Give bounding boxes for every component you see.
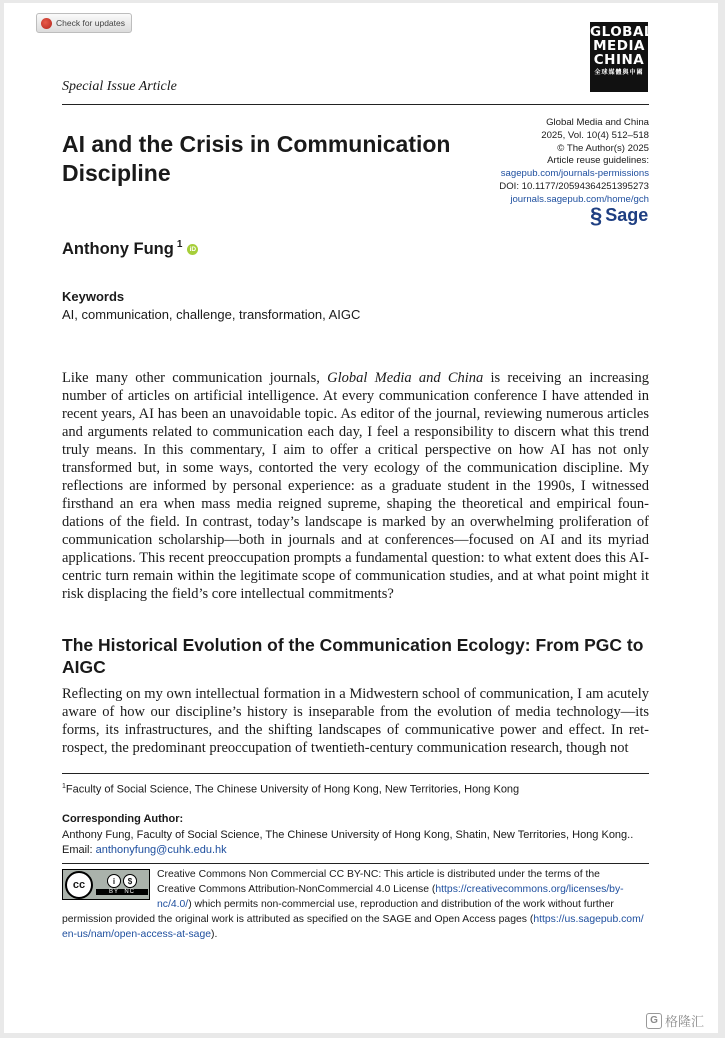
license-line-3-text: ) which permits non-commercial use, reproduction and distribution of the work without further bbox=[188, 899, 614, 910]
publisher-logo bbox=[590, 202, 649, 228]
license-line-1: Creative Commons Non Commercial CC BY-NC: This article is distributed under the terms of the bbox=[157, 869, 600, 880]
attribution-icon: i bbox=[107, 874, 121, 888]
orcid-icon[interactable]: iD bbox=[187, 244, 198, 255]
open-access-url-part-2[interactable]: en-us/nam/open-access-at-sage bbox=[62, 929, 212, 940]
license-line-2 bbox=[62, 882, 650, 897]
email-label: Email: bbox=[62, 844, 96, 856]
article-title: AI and the Crisis in Communication Discipline bbox=[62, 131, 451, 186]
email-link[interactable]: anthonyfung@cuhk.edu.hk bbox=[95, 844, 227, 856]
reuse-label: Article reuse guidelines: bbox=[547, 155, 649, 167]
p1-text-rest: is receiving an increasing number of articles on artificial intelligence. At every communication conference I have attended in recent years, AI has been an unavoidable topic. As editor of the journal, reviewing numerous articles and arguments related to communication each day, I feel a responsibility to discern what this trend truly means. In this commentary, I aim to offer a critical perspective on how AI has not only transformed but, in some ways, contorted the very ecology of the communication discipline. My reflections are informed by personal experience: as a graduate student in the 1990s, I witnessed firsthand an era when mass media reigned supreme, shaping the theoretical and empirical foundations of the field. In contrast, today’s landscape is marked by an overwhelming proliferation of communication scholarship—both in journals and at conferences—focused on AI and its myriad applications. This recent preoccupation prompts a fundamental question: to what extent does this AI-centric turn remain within the legitimate scope of communication studies, and at what point might it risk displacing the field’s core intellectual commitments? bbox=[62, 370, 649, 602]
cc-by-label: BY bbox=[108, 889, 119, 895]
affiliation-note bbox=[62, 783, 519, 796]
doi: DOI: 10.1177/20594364251395273 bbox=[499, 180, 649, 192]
noncommercial-icon: $ bbox=[123, 874, 137, 888]
watermark bbox=[646, 1011, 704, 1030]
reuse-link[interactable]: sagepub.com/journals-permissions bbox=[500, 168, 649, 180]
body-paragraph-2: Reflecting on my own intellectual formation in a Midwestern school of communication, I am acutely aware of how our discipline’s history is inseparable from the evolution of media technology—its forms, its infrastructures, and the shifting landscapes of communicative power and effect. In retrospect, the predominant preoccupation of twentieth-century communication research, though not bbox=[62, 686, 649, 756]
journal-logo-chinese: 全球媒體與中國 bbox=[594, 69, 644, 76]
journal-metadata bbox=[449, 117, 649, 207]
journal-logo-line-2: MEDIA bbox=[593, 38, 645, 54]
affiliation-mark: 1 bbox=[62, 783, 66, 790]
body-paragraph-1 bbox=[62, 369, 649, 603]
affiliation-text: Faculty of Social Science, The Chinese University of Hong Kong, New Territories, Hong Kong bbox=[65, 783, 520, 796]
license-line-3 bbox=[62, 897, 650, 912]
check-for-updates-label: Check for updates bbox=[56, 18, 125, 28]
journal-logo bbox=[590, 22, 654, 92]
watermark-text: 格隆汇 bbox=[665, 1014, 705, 1029]
volume-info: 2025, Vol. 10(4) 512–518 bbox=[541, 129, 649, 141]
header-divider bbox=[62, 104, 649, 105]
license-url-part-2[interactable]: nc/4.0/ bbox=[157, 899, 189, 910]
license-statement bbox=[62, 867, 650, 942]
journal-name: Global Media and China bbox=[546, 117, 649, 128]
email-line bbox=[62, 843, 633, 858]
author-affil-mark: 1 bbox=[176, 239, 183, 250]
corresponding-author-info bbox=[62, 828, 633, 858]
license-line-5-text: ). bbox=[211, 929, 218, 940]
corresponding-author-heading: Corresponding Author: bbox=[62, 813, 184, 825]
keywords-heading: Keywords bbox=[62, 289, 125, 304]
open-access-url-part-1[interactable]: https://us.sagepub.com/ bbox=[533, 914, 644, 925]
keywords-list: AI, communication, challenge, transformation, AIGC bbox=[62, 307, 361, 322]
license-divider bbox=[62, 863, 649, 864]
cc-nc-label: NC bbox=[124, 889, 136, 895]
sage-s-icon: § bbox=[590, 202, 603, 228]
author-line bbox=[62, 240, 198, 259]
watermark-logo-icon: G bbox=[646, 1013, 662, 1029]
license-url-part-1[interactable]: https://creativecommons.org/licenses/by- bbox=[435, 884, 624, 895]
journal-logo-line-1: GLOBAL bbox=[590, 24, 654, 40]
footnote-divider bbox=[62, 773, 649, 774]
article-type: Special Issue Article bbox=[62, 79, 177, 94]
journal-homepage-link[interactable]: journals.sagepub.com/home/gch bbox=[510, 193, 649, 205]
license-line-2-text: Creative Commons Attribution-NonCommercial 4.0 License ( bbox=[157, 884, 436, 895]
publisher-name: Sage bbox=[605, 205, 649, 225]
copyright: © The Author(s) 2025 bbox=[557, 142, 649, 154]
p1-journal-name: Global Media and China bbox=[327, 370, 484, 386]
cc-icon: cc bbox=[65, 871, 93, 899]
journal-logo-line-3: CHINA bbox=[593, 52, 645, 68]
crossmark-icon bbox=[41, 18, 52, 29]
p1-text-start: Like many other communication journals, bbox=[62, 370, 328, 386]
corresponding-author-address: Anthony Fung, Faculty of Social Science, The Chinese University of Hong Kong, Shatin, New Territories, Hong Kong.. bbox=[62, 829, 634, 841]
license-line-4 bbox=[62, 914, 644, 925]
section-heading: The Historical Evolution of the Communication Ecology: From PGC to AIGC bbox=[62, 635, 644, 677]
license-line-4-text: permission provided the original work is attributed as specified on the SAGE and Open Access pages ( bbox=[62, 914, 534, 925]
author-name: Anthony Fung bbox=[62, 240, 174, 258]
check-for-updates-button[interactable] bbox=[36, 13, 132, 33]
